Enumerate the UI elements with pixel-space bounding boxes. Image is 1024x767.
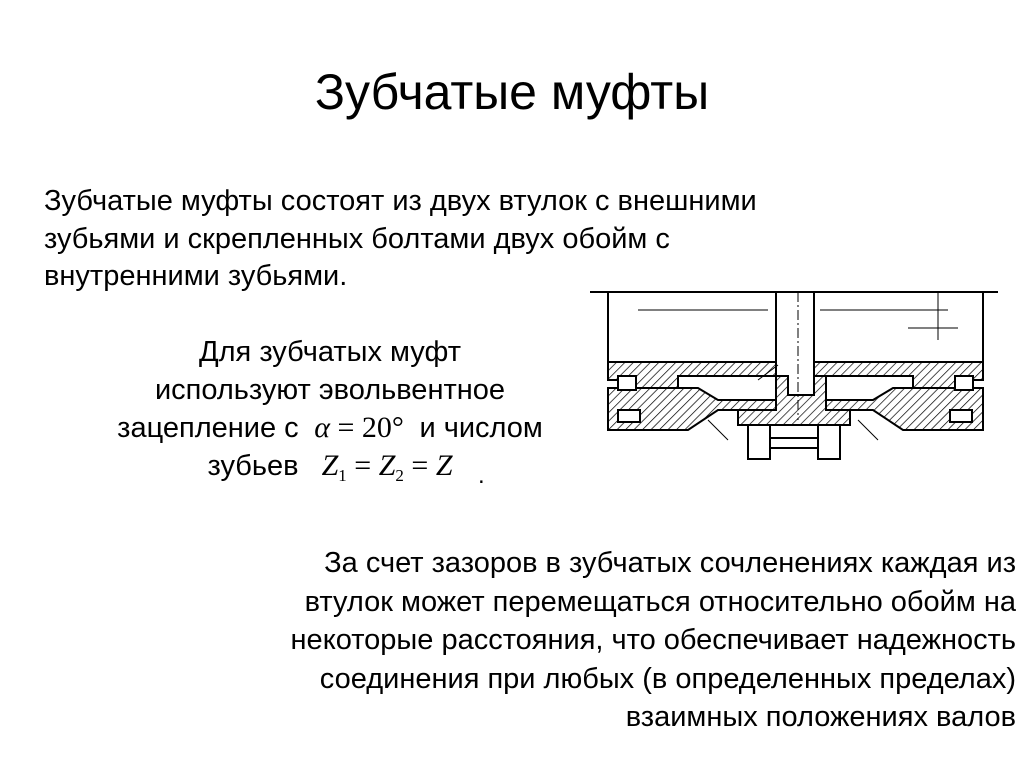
intro-line: внутренними зубьями. (44, 260, 348, 292)
engagement-line-teeth (70, 447, 590, 495)
conclusion-line: взаимных положениях валов (625, 701, 1016, 733)
formula-period: . (478, 462, 485, 489)
engagement-line: используют эвольвентное (154, 374, 506, 406)
conclusion-paragraph (116, 544, 1016, 737)
z-symbol: Z (435, 449, 453, 482)
intro-line: Зубчатые муфты состоят из двух втулок с внешними (44, 185, 757, 217)
conclusion-line: соединения при любых (в определенных пределах) (319, 662, 1016, 695)
conclusion-line: некоторые расстояния, что обеспечивает надежность (290, 624, 1016, 656)
equals-sign: = (411, 449, 429, 482)
z2-subscript: 2 (395, 466, 404, 485)
angle-value: 20° (361, 411, 404, 444)
equals-sign: = (354, 449, 372, 482)
z1-symbol: Z (321, 449, 339, 482)
engagement-text: зацепление с (117, 412, 299, 444)
angle-formula (307, 411, 412, 444)
z1-subscript: 1 (338, 466, 347, 485)
engagement-text: зубьев (207, 450, 299, 482)
engagement-paragraph (70, 333, 590, 495)
conclusion-line: За счет зазоров в зубчатых сочленениях каждая из (324, 547, 1016, 579)
slide-title: Зубчатые муфты (314, 64, 710, 120)
engagement-line-angle (70, 409, 590, 447)
intro-paragraph (44, 183, 757, 296)
equals-sign: = (337, 411, 355, 444)
conclusion-line: втулок может перемещаться относительно обойм на (304, 585, 1016, 618)
coupling-cross-section-drawing (588, 280, 1003, 480)
engagement-line: Для зубчатых муфт (199, 336, 461, 368)
z2-symbol: Z (378, 449, 396, 482)
engagement-text: и числом (419, 412, 543, 444)
alpha-symbol: α (314, 411, 330, 444)
teeth-formula (307, 449, 453, 485)
intro-line: зубьями и скрепленных болтами двух обойм с (44, 222, 670, 255)
